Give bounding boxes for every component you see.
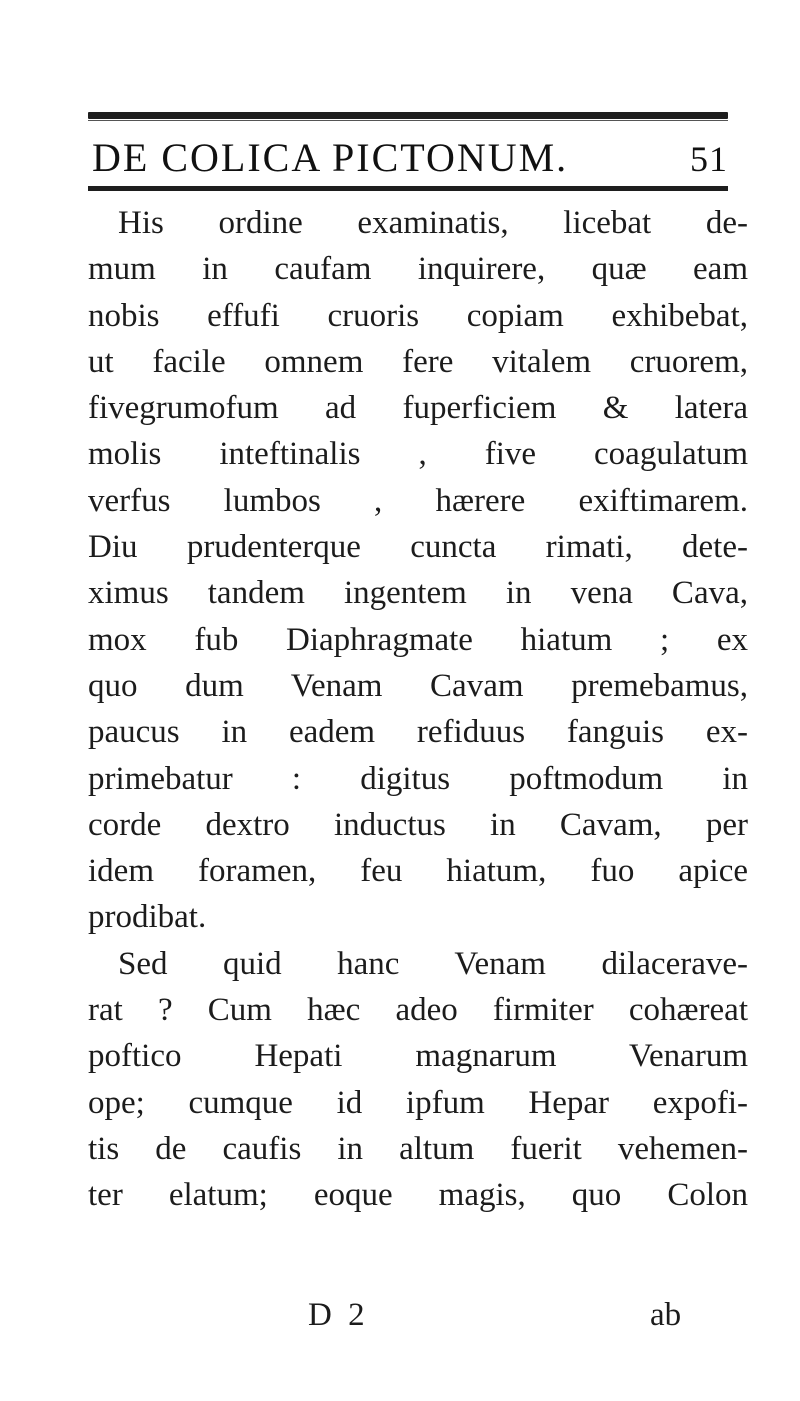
page-number: 51: [690, 139, 728, 179]
running-head: [92, 134, 728, 180]
header-rule-top: [88, 112, 728, 119]
text-line: molis inteftinalis , five coagulatum: [88, 436, 748, 473]
text-line: poftico Hepati magnarum Venarum: [88, 1038, 748, 1075]
text-line: mum in caufam inquirere, quæ eam: [88, 251, 748, 288]
text-line: ut facile omnem fere vitalem cruorem,: [88, 343, 748, 380]
text-line: ope; cumque id ipfum Hepar expofi-: [88, 1084, 748, 1121]
text-line: corde dextro inductus in Cavam, per: [88, 806, 748, 843]
text-line: ter elatum; eoque magis, quo Colon: [88, 1177, 748, 1214]
running-title: DE COLICA PICTONUM.: [92, 135, 569, 180]
signature-mark: D 2: [308, 1297, 369, 1333]
text-line: tis de caufis in altum fuerit vehemen-: [88, 1130, 748, 1167]
text-line: paucus in eadem refiduus fanguis ex-: [88, 714, 748, 751]
text-line: fivegrumofum ad fuperficiem & latera: [88, 390, 748, 427]
text-line: His ordine examinatis, licebat de-: [118, 205, 748, 241]
page-footer: [0, 1297, 800, 1343]
text-line: verfus lumbos , hærere exiftimarem.: [88, 482, 748, 519]
text-line: nobis effufi cruoris copiam exhibebat,: [88, 297, 748, 334]
text-line: quo dum Venam Cavam premebamus,: [88, 667, 748, 704]
text-line: mox fub Diaphragmate hiatum ; ex: [88, 621, 748, 658]
text-line: primebatur : digitus poftmodum in: [88, 760, 748, 797]
text-line: prodibat.: [88, 899, 207, 936]
text-line: idem foramen, feu hiatum, fuo apice: [88, 853, 748, 890]
text-line: Sed quid hanc Venam dilacerave-: [118, 945, 748, 982]
text-line: rat ? Cum hæc adeo firmiter cohæreat: [88, 992, 748, 1029]
body-text: [88, 200, 748, 1219]
text-line: ximus tandem ingentem in vena Cava,: [88, 575, 748, 612]
catchword: ab: [650, 1297, 682, 1333]
header-rule-bottom: [88, 186, 728, 191]
text-line: Diu prudenterque cuncta rimati, dete-: [88, 529, 748, 566]
